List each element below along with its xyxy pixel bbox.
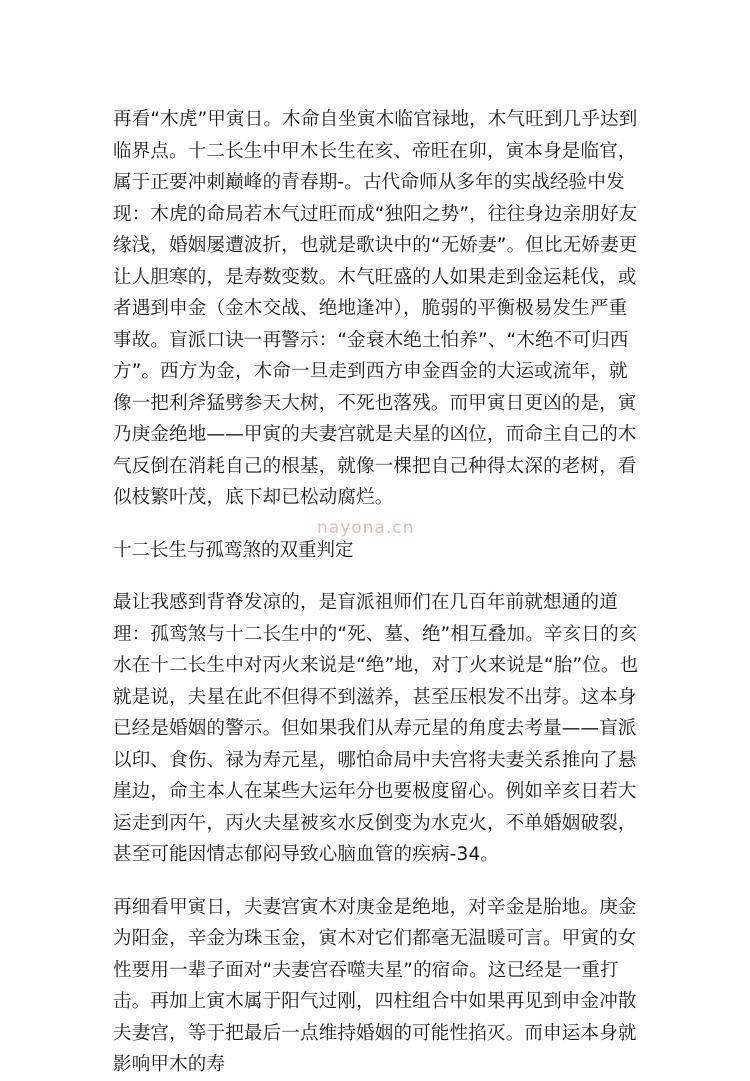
site-watermark: nayona.cn — [317, 518, 415, 538]
paragraph-jiayin-spouse-palace: 再细看甲寅日，夫妻宫寅木对庚金是绝地，对辛金是胎地。庚金为阳金，辛金为珠玉金，寅木对它们都毫无温暖可言。甲寅的女性要用一辈子面对“夫妻宫吞噬夫星”的宿命。这已经是一重打击。再加上寅木属于阳气过刚，四柱组合中如果再见到申金冲散夫妻宫，等于把最后一点维持婚姻的可能性掐灭。而申运本身就影响甲木的寿 — [113, 896, 637, 1075]
paragraph-jiayin-day: 再看“木虎”甲寅日。木命自坐寅木临官禄地，木气旺到几乎达到临界点。十二长生中甲木长生在亥、帝旺在卯，寅本身是临官，属于正要冲刺巅峰的青春期-。古代命师从多年的实战经验中发现：木虎的命局若木气过旺而成“独阳之势”，往往身边亲朋好友缘浅，婚姻屡遭波折，也就是歌诀中的“无娇妻”。但比无娇妻更让人胆寒的，是寿数变数。木气旺盛的人如果走到金运耗伐，或者遇到申金（金木交战、绝地逢冲），脆弱的平衡极易发生严重事故。盲派口诀一再警示：“金衰木绝土怕养”、“木绝不可归西方”。西方为金，木命一旦走到西方申金酉金的大运或流年，就像一把利斧猛劈参天大树，不死也落残。而甲寅日更凶的是，寅乃庚金绝地——甲寅的夫妻宫就是夫星的凶位，而命主自己的木气反倒在消耗自己的根基，就像一棵把自己种得太深的老树，看似枝繁叶茂，底下却已松动腐烂。 — [113, 109, 638, 508]
paragraph-guluan-sha: 最让我感到背脊发凉的，是盲派祖师们在几百年前就想通的道理：孤鸾煞与十二长生中的“死、墓、绝”相互叠加。辛亥日的亥水在十二长生中对丙火来说是“绝”地，对丁火来说是“胎”位。也就是说，夫星在此不但得不到滋养，甚至压根发不出芽。这本身已经是婚姻的警示。但如果我们从寿元星的角度去考量——盲派以印、食伤、禄为寿元星，哪怕命局中夫宫将夫妻关系推向了悬崖边，命主本人在某些大运年分也要极度留心。例如辛亥日若大运走到丙午，丙火夫星被亥水反倒变为水克火，不单婚姻破裂，甚至可能因情志郁闷导致心脑血管的疾病-34。 — [113, 592, 639, 865]
document-body — [113, 104, 643, 1081]
section-heading: 十二长生与孤鸾煞的双重判定 — [113, 539, 354, 561]
